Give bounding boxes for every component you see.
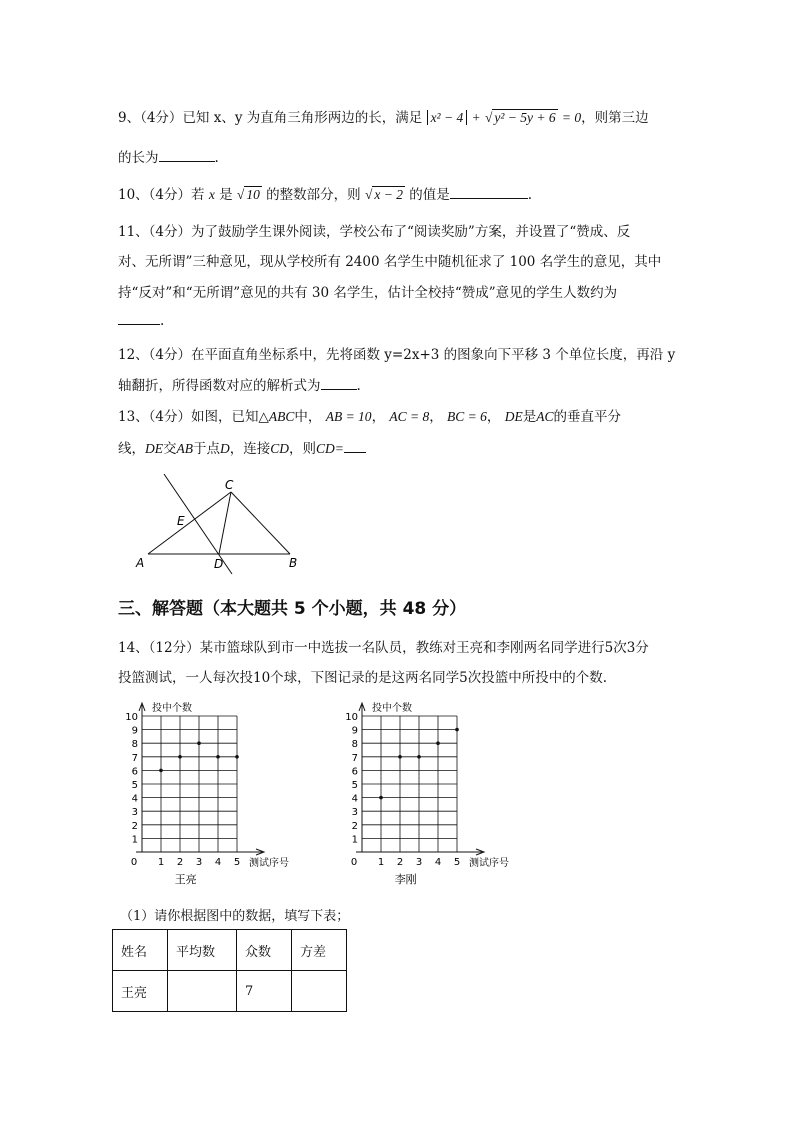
side-ac [148,492,231,554]
question-10 [118,183,532,203]
cell-mode: 7 [237,971,292,1012]
q12-line2-text: 轴翻折，所得函数对应的解析式为 [118,378,321,394]
chart-ligang [332,697,527,897]
q13-line2e: ，则 [289,441,317,457]
label-d: D [214,557,224,571]
table-row [113,971,347,1012]
q9-text-b: ，则第三边 [581,110,649,126]
data-point [417,755,421,759]
q9-plus: + [471,110,481,125]
header-name: 姓名 [113,930,168,971]
q9-sqrt-expression: √ y² − 5y + 6 [484,110,556,125]
q10-sqrt1-radicand: 10 [246,187,260,202]
y-tick-label: 6 [131,766,138,778]
cell-name: 王亮 [113,971,168,1012]
header-mean: 平均数 [168,930,237,971]
q13-line1d: 的垂直平分 [553,409,621,425]
q11-line3: 持“反对”和“无所谓”意见的共有 30 名学生，估计全校持“赞成”意见的学生人数约为 [118,285,618,301]
q9-radicand: y² − 5y + 6 [494,110,556,125]
label-e: E [177,514,185,528]
y-tick-label: 10 [345,712,358,723]
q11-line1: 11、（4分）为了鼓励学生课外阅读，学校公布了“阅读奖励”方案，并设置了“赞成、反 [118,224,631,240]
x-axis-label: 测试序号 [249,858,289,869]
q13-line1a: 13、（4分）如图，已知△ [118,409,269,425]
q13-de: DE [504,409,523,424]
q13-cd: CD [270,441,290,456]
question-9-line2 [118,146,219,166]
q9-answer-blank[interactable] [159,149,215,162]
y-tick-label: 2 [131,820,138,832]
section-3-title: 三、解答题（本大题共 5 个小题，共 48 分） [118,599,467,619]
triangle-figure [130,474,305,578]
chart-title: 王亮 [174,873,197,886]
y-tick-label: 4 [131,793,138,805]
cell-mean[interactable] [168,971,237,1012]
q9-equals: = 0 [561,110,582,125]
q10-end: . [527,187,533,203]
q10-sqrt2-radicand: x − 2 [374,187,403,202]
x-tick-label: 4 [214,857,222,868]
header-variance: 方差 [292,930,347,971]
y-tick-label: 9 [131,725,138,737]
q9-text: 已知 x、y 为直角三角形两边的长，满足 [182,110,423,126]
q13-line1: 13、（4分）如图，已知△ABC中， AB = 10， AC = 8， BC = 6， DE是AC的垂直平分 [118,409,621,425]
q12-end: . [356,378,361,394]
data-point [197,741,201,745]
question-9-line1 [118,106,649,126]
y-tick-label: 7 [351,752,358,764]
x-tick-label: 3 [415,857,423,868]
q10-text-d: 的值是 [409,187,450,203]
x-axis-label: 测试序号 [469,858,509,869]
table-header-row [113,930,347,971]
q10-text-c: 的整数部分，则 [266,187,361,203]
x-tick-label: 0 [350,857,358,868]
q12-answer-blank[interactable] [321,377,357,390]
q14-line2: 投篮测试，一人每次投10个球，下图记录的是这两名同学5次投篮中所投中的个数. [118,670,608,686]
segment-cd [219,492,231,554]
answer-table [112,929,347,1012]
q13-ab2: AB [176,441,193,456]
x-tick-label: 4 [434,857,442,868]
data-point [455,728,459,732]
q13-ab: AB = 10 [325,409,372,424]
x-tick-label: 5 [453,857,461,868]
y-tick-label: 8 [131,739,138,751]
y-tick-label: 6 [351,766,358,778]
y-tick-label: 9 [351,725,358,737]
q13-line2c: 于点 [193,441,220,457]
x-tick-label: 1 [377,857,385,868]
q10-text-b: 是 [219,187,233,203]
q9-text-c: 的长为 [118,150,159,166]
q13-line1c: 是 [522,409,537,425]
q13-line2d: ，连接 [229,441,271,457]
header-mode: 众数 [237,930,292,971]
label-b: B [289,556,298,570]
q9-abs-expression: x² − 4 [427,110,468,125]
q13-line2 [118,437,366,457]
q13-ac2: AC [536,409,554,424]
y-tick-label: 10 [125,712,138,723]
q13-bc: BC = 6 [447,409,487,424]
data-point [379,796,383,800]
y-tick-label: 3 [351,807,358,819]
q11-line2: 对、无所谓”三种意见，现从学校所有 2400 名学生中随机征求了 100 名学生的意见，其中 [118,254,662,270]
x-tick-label: 2 [176,857,184,868]
x-tick-label: 5 [233,857,241,868]
q14-part1: （1）请你根据图中的数据，填写下表； [120,909,350,924]
data-point [216,755,220,759]
y-tick-label: 3 [131,807,138,819]
q10-answer-blank[interactable] [450,186,528,199]
data-point [436,741,440,745]
data-point [235,755,239,759]
y-tick-label: 1 [131,834,138,846]
q10-number: 10、（4分） [118,187,192,203]
y-axis-label: 投中个数 [372,703,412,714]
q13-answer-blank[interactable] [344,440,366,453]
data-point [398,755,402,759]
q13-d: D [220,441,230,456]
y-axis-label: 投中个数 [152,703,192,714]
q10-sqrt2: √ x − 2 [364,187,403,202]
x-tick-label: 0 [130,857,138,868]
q10-var: x [208,187,215,202]
q9-number: 9、（4分） [118,110,183,126]
q12-line2 [118,374,361,394]
side-bc [231,492,290,554]
label-c: C [225,478,234,492]
q13-line1b: 中， [294,409,322,425]
y-tick-label: 4 [351,793,358,805]
y-tick-label: 2 [351,820,358,832]
y-tick-label: 5 [131,780,138,791]
x-tick-label: 3 [195,857,203,868]
q13-ac: AC = 8 [389,409,430,424]
y-tick-label: 7 [131,752,138,764]
q13-line2b: 交 [163,441,177,457]
q11-answer-blank[interactable] [118,312,160,325]
cell-variance[interactable] [292,971,347,1012]
label-a: A [136,556,145,570]
y-tick-label: 1 [351,834,358,846]
chart-wangliang [112,697,302,897]
x-tick-label: 2 [396,857,404,868]
x-tick-label: 1 [157,857,165,868]
data-point [159,769,163,773]
q10-sqrt1: √ 10 [236,187,260,202]
q13-line2a: 线， [118,441,145,457]
q10-text-a: 若 [191,187,205,203]
q13-cd2: CD= [316,441,344,456]
q13-triangle: ABC [268,409,295,424]
q9-end: . [214,150,219,166]
data-point [178,755,182,759]
q13-de2: DE [145,441,163,456]
q12-line1: 12、（4分）在平面直角坐标系中，先将函数 y=2x+3 的图象向下平移 3 个单位长度，再沿 y [118,347,676,363]
chart-title: 李刚 [394,873,417,886]
q14-line1: 14、（12分）某市篮球队到市一中选拔一名队员，教练对王亮和李刚两名同学进行5次3分 [118,640,649,656]
q11-line4 [118,312,164,329]
y-tick-label: 8 [351,739,358,751]
q11-end: . [160,313,165,329]
y-tick-label: 5 [351,780,358,791]
